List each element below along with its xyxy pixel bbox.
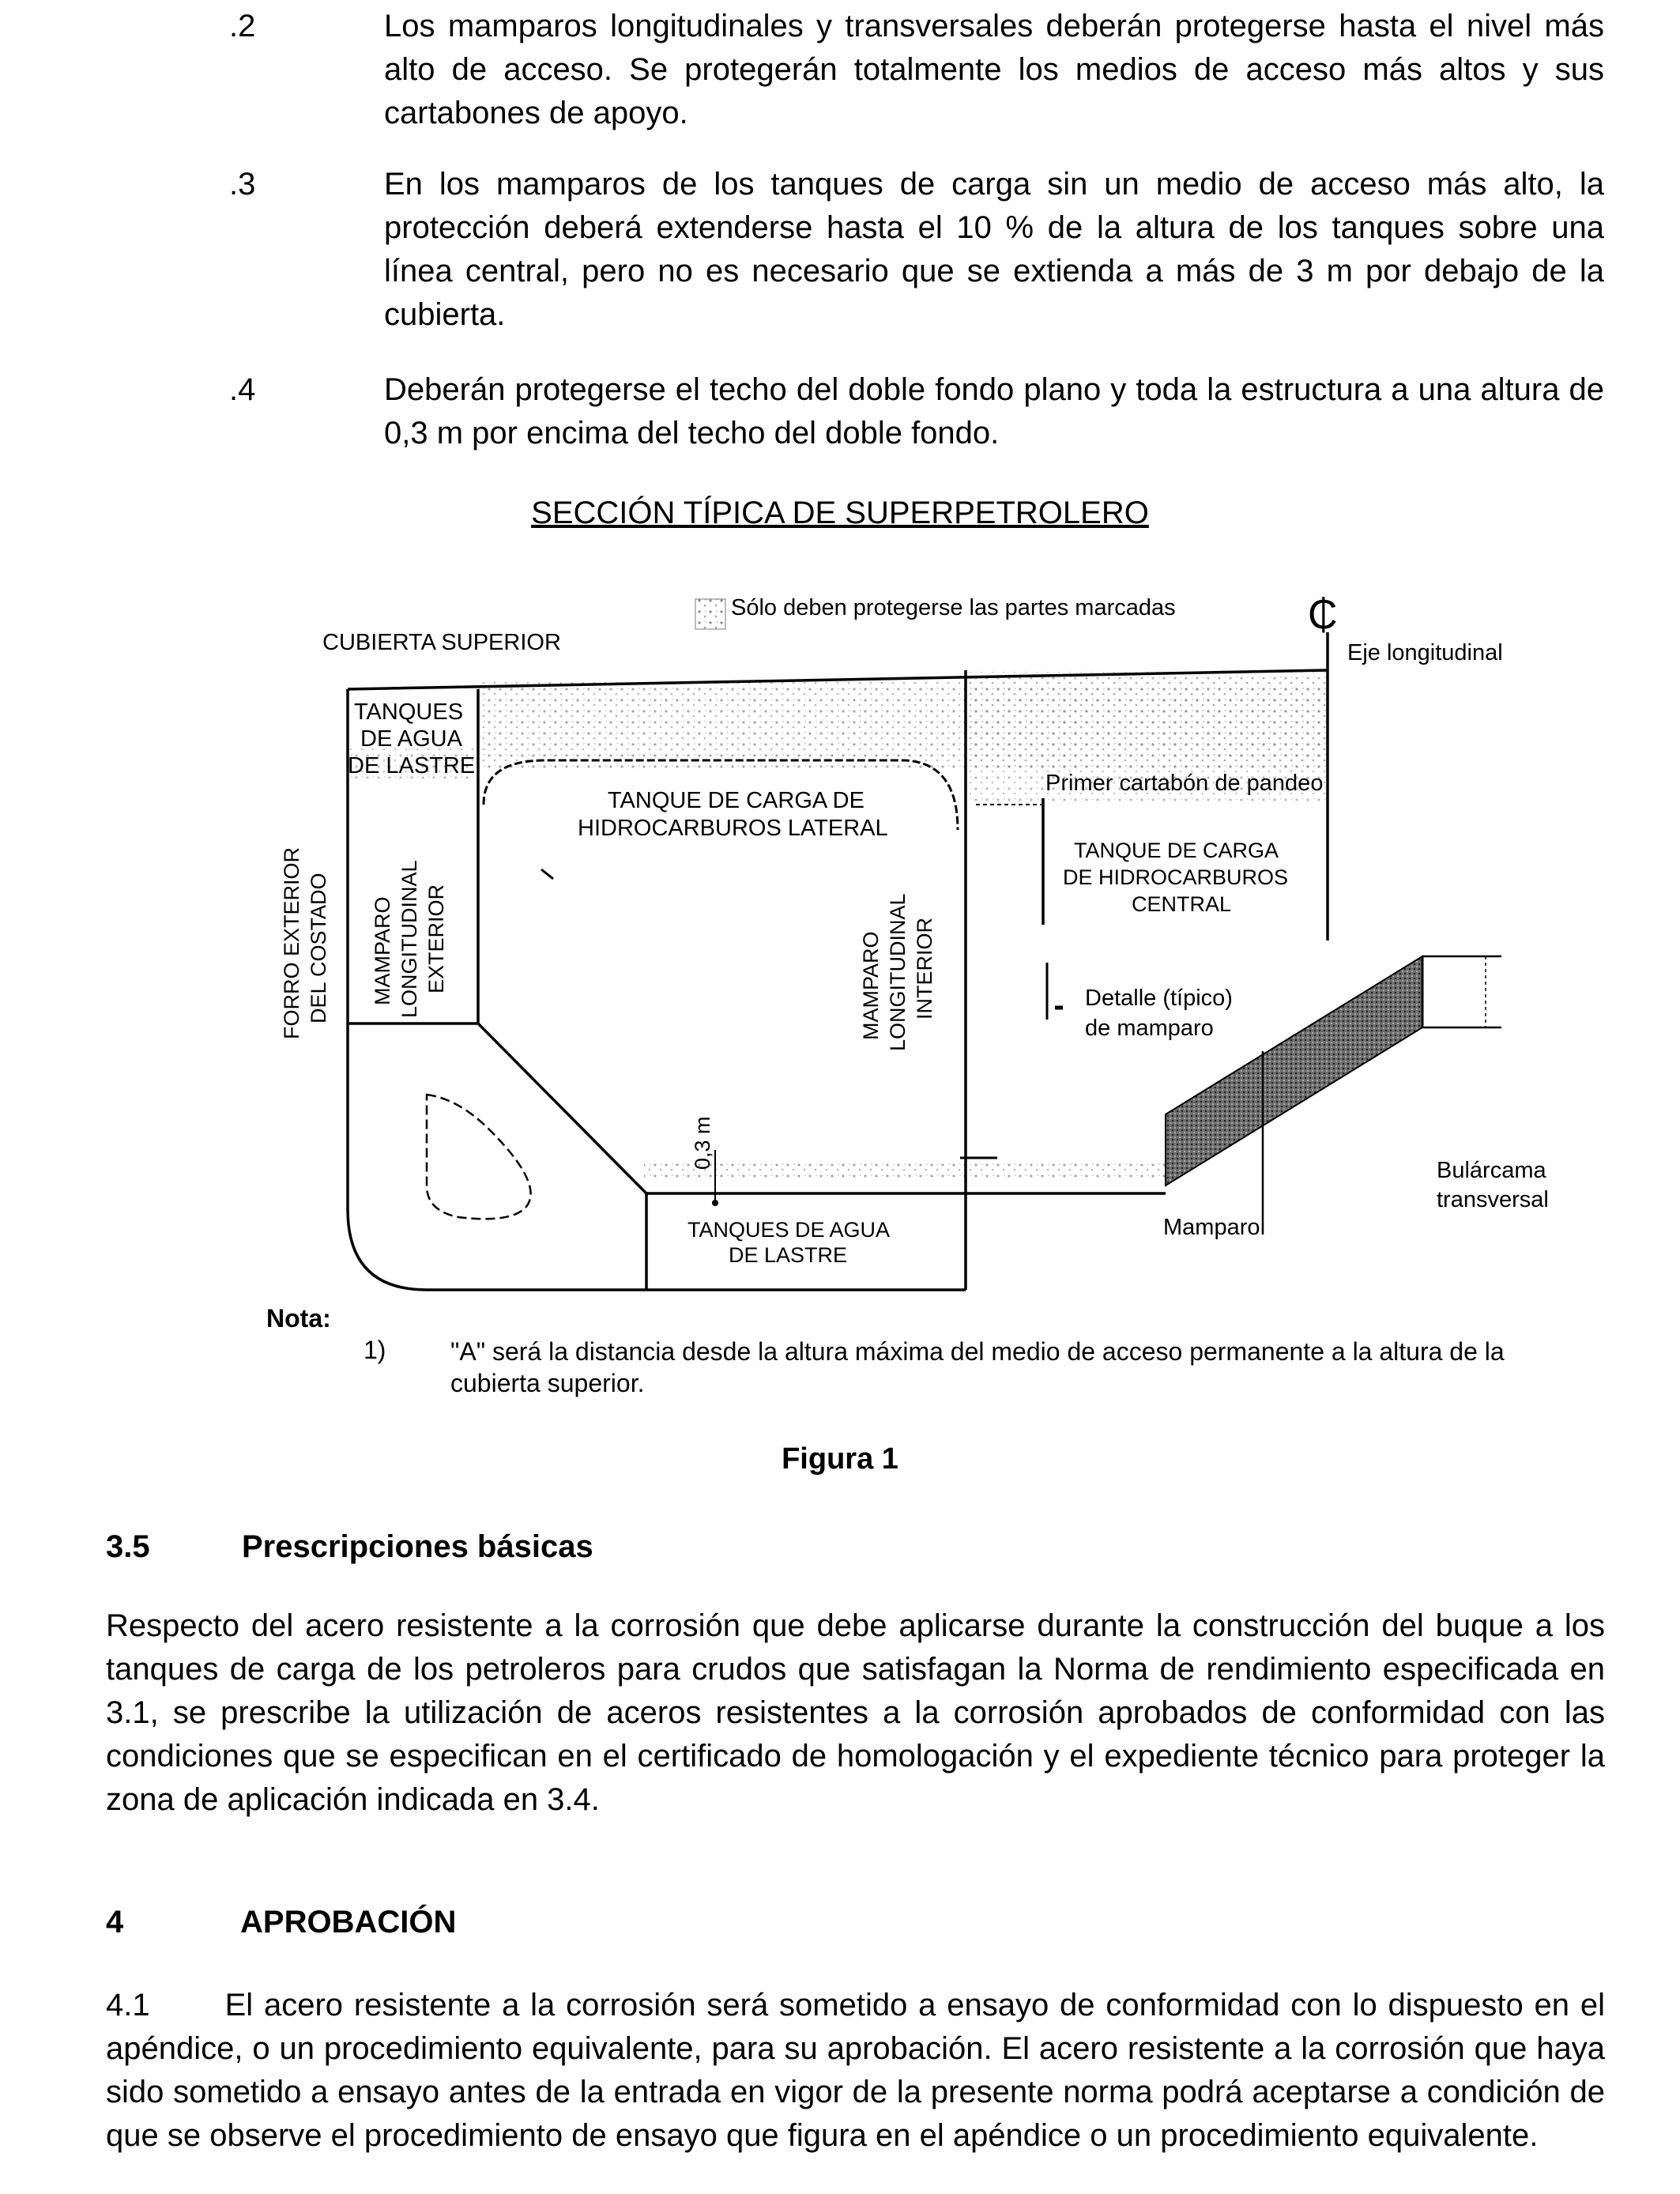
label-ballast-top-1: TANQUES [354, 699, 464, 725]
label-inner-bhd-3: INTERIOR [913, 917, 936, 1020]
label-wing-cargo-2: HIDROCARBUROS LATERAL [578, 816, 888, 841]
label-bulkhead: Mamparo [1163, 1215, 1260, 1240]
label-ballast-bottom-1: TANQUES DE AGUA [687, 1218, 891, 1242]
item-text: Los mamparos longitudinales y transversales deberán protegerse hasta el nivel más alto de acceso. Se protegerán totalmente los medios de acceso más altos y sus cartabones de apoyo. [384, 9, 1604, 130]
section-3-5-number: 3.5 [106, 1529, 150, 1564]
section-3-5-text: Respecto del acero resistente a la corrosión que debe aplicarse durante la construcción del buque a los tanques de carga de los petroleros para crudos que satisfagan la Norma de rendimiento especificada en 3.1, se prescribe la utilización de aceros resistentes a la corrosión aprobados de conformidad con las condiciones que se especifican en el certificado de homologación y el expediente técnico para proteger la zona de aplicación indicada en 3.4. [106, 1608, 1605, 1817]
label-height: 0,3 m [691, 1116, 714, 1170]
item-text: Deberán protegerse el techo del doble fondo plano y toda la estructura a una altura de 0,3 m por encima del techo del doble fondo. [384, 372, 1604, 450]
label-side-shell-1: FORRO EXTERIOR [280, 846, 303, 1039]
figure-caption: Figura 1 [782, 1442, 898, 1476]
label-wing-cargo-1: TANQUE DE CARGA DE [608, 788, 864, 813]
label-center-cargo-1: TANQUE DE CARGA [1074, 839, 1279, 862]
label-ballast-top-2: DE AGUA [360, 726, 462, 752]
label-detail-2: de mamparo [1085, 1016, 1214, 1041]
section-4-1-text [106, 1984, 1605, 2158]
label-ballast-bottom-2: DE LASTRE [729, 1243, 848, 1267]
section-4-1-body: El acero resistente a la corrosión será sometido a ensayo de conformidad con lo dispuesto en el apéndice, o un procedimiento equivalente, para su aprobación. El acero resistente a la corrosión que haya sido sometido a ensayo antes de la entrada en vigor de la presente norma podrá aceptarse a condición de que se observe el procedimiento de ensayo que figura en el apéndice o un procedimiento equivalente. [106, 1988, 1605, 2153]
label-center-cargo-3: CENTRAL [1132, 892, 1232, 916]
section-4-number: 4 [106, 1905, 124, 1940]
label-outer-bhd-2: LONGITUDINAL [397, 860, 421, 1018]
label-bracket: Primer cartabón de pandeo [1045, 771, 1324, 796]
label-centerline: Eje longitudinal [1347, 640, 1503, 665]
label-ballast-top-3: DE LASTRE [348, 753, 476, 778]
label-inner-bhd-1: MAMPARO [859, 931, 883, 1040]
figure-title: SECCIÓN TÍPICA DE SUPERPETROLERO [531, 496, 1149, 530]
note-label: Nota: [266, 1304, 331, 1333]
item-number: .4 [229, 372, 256, 407]
item-number: .3 [229, 167, 256, 202]
label-upper-deck: CUBIERTA SUPERIOR [322, 630, 561, 655]
section-4-1-number: 4.1 [106, 1988, 150, 2022]
protected-zone-bottom [644, 1162, 1166, 1179]
legend-text: Sólo deben protegerse las partes marcadas [731, 595, 1176, 620]
label-outer-bhd-1: MAMPARO [371, 896, 394, 1005]
section-4-title: APROBACIÓN [240, 1905, 457, 1940]
label-web-frame-2: transversal [1437, 1187, 1549, 1212]
label-web-frame-1: Bulárcama [1437, 1158, 1546, 1183]
label-center-cargo-2: DE HIDROCARBUROS [1063, 865, 1289, 889]
hopper-opening [427, 1095, 531, 1219]
item-number: .2 [229, 9, 256, 43]
section-3-5-title: Prescripciones básicas [242, 1529, 593, 1564]
label-inner-bhd-2: LONGITUDINAL [886, 893, 910, 1051]
legend-marker [695, 599, 725, 629]
label-side-shell-2: DEL COSTADO [307, 873, 330, 1023]
label-outer-bhd-3: EXTERIOR [424, 884, 448, 993]
note-number: 1) [363, 1336, 386, 1364]
item-text: En los mamparos de los tanques de carga sin un medio de acceso más alto, la protección deberá extenderse hasta el 10 % de la altura de los tanques sobre una línea central, pero no es necesario que se extienda a más de 3 m por debajo de la cubierta. [384, 167, 1604, 332]
centerline-symbol: ₵ [1308, 592, 1338, 638]
note-text: "A" será la distancia desde la altura máxima del medio de acceso permanente a la altura de la cubierta superior. [450, 1337, 1505, 1397]
label-detail-1: Detalle (típico) [1085, 986, 1233, 1011]
